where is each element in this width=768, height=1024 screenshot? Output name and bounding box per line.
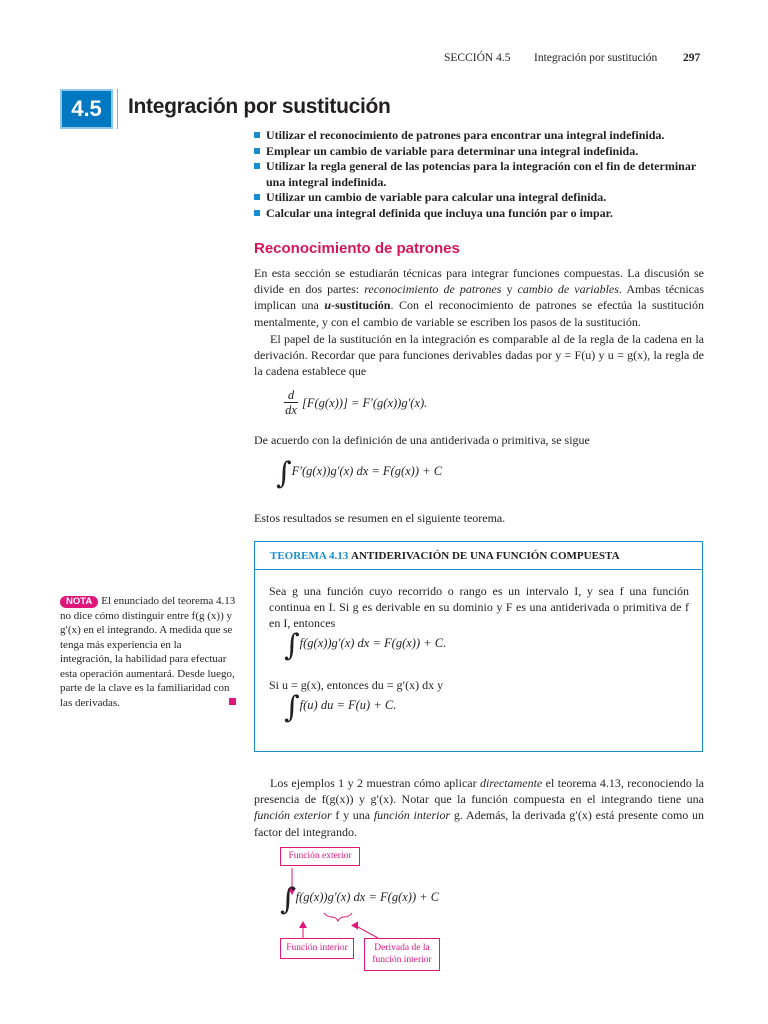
objective-item: Calcular una integral definida que incluya una función par o impar. [254,206,709,222]
integral-sign: ∫ [276,456,292,491]
callout-inner-function: Función interior [280,938,354,959]
paragraph-examples: Los ejemplos 1 y 2 muestran cómo aplicar directamente el teorema 4.13, reconociendo la presencia de f(g(x)) y g′(x). Notar que la función compuesta en el integrando tiene una función exterior f y una función interior g. Además, la derivada g′(x) está presente como un factor del integrando. [254,776,705,839]
nota-tag: NOTA [60,596,98,608]
equation-chain-rule: [F(g(x))] = F′(g(x))g′(x). [302,396,428,410]
objective-item: Utilizar la regla general de las potencias para la integración con el fin de determinar una integral indefinida. [254,159,709,190]
diagram-equation: ∫f(g(x))g′(x) dx = F(g(x)) + C [280,882,440,917]
theorem-substitution: Si u = g(x), entonces du = g′(x) dx y [269,678,444,692]
callout-outer-function: Función exterior [280,847,360,866]
inner-arrow-head [299,921,307,928]
integral-sign: ∫ [284,628,300,663]
heading-divider [117,89,118,129]
note-end-marker [229,698,236,705]
theorem-equation-1: ∫f(g(x))g′(x) dx = F(g(x)) + C. [284,628,447,663]
page-number: 297 [683,52,701,64]
theorem-label: TEOREMA 4.13 [270,550,349,562]
running-header-topic: Integración por sustitución [534,52,658,64]
integral-sign: ∫ [284,690,300,725]
subsection-heading: Reconocimiento de patrones [254,240,460,257]
integral-sign: ∫ [280,882,296,917]
deriv-arrow-line [356,926,378,938]
objective-item: Utilizar el reconocimiento de patrones para encontrar una integral indefinida. [254,128,709,144]
theorem-title: ANTIDERIVACIÓN DE UNA FUNCIÓN COMPUESTA [351,550,620,562]
callout-derivative: Derivada de la función interior [364,938,440,971]
paragraph-intro: En esta sección se estudiarán técnicas para integrar funciones compuestas. La discusión se divide en dos partes: reconocimiento de patrones y cambio de variables. Ambas técnicas implican una u-sustitución. Con el reconocimiento de patrones se efectúa la sustitución mentalmente, y con el cambio de variable se escriben los pasos de la sustitución. [254,266,705,329]
equation-antiderivative: ∫F′(g(x))g′(x) dx = F(g(x)) + C [276,456,443,491]
section-title: Integración por sustitución [128,95,391,118]
objectives-list [254,128,709,221]
equation-derivative-operator: d dx [285,388,297,417]
section-number-badge: 4.5 [60,89,113,129]
theorem-statement: Sea g una función cuyo recorrido o rango es un intervalo I, y sea f una función continua en I. Si g es derivable en su dominio y F es una antiderivada o primitiva de f en I, entonces [269,584,689,631]
deriv-arrow-head [351,921,361,931]
objective-item: Utilizar un cambio de variable para calcular una integral definida. [254,190,709,206]
margin-note: NOTA El enunciado del teorema 4.13 no dice cómo distinguir entre f(g (x)) y g′(x) en el integrando. A medida que se tenga más experiencia en la integración, la habilidad para efectuar esta operación aumentará. Desde luego, parte de la clave es la familiaridad con las derivadas. [60,595,236,709]
paragraph-antiderivative: De acuerdo con la definición de una antiderivada o primitiva, se sigue [254,433,590,447]
paragraph-chain-rule: El papel de la sustitución en la integración es comparable al de la regla de la cadena en la derivación. Recordar que para funciones derivables dadas por y = F(u) y u = g(x), la regla de la cadena establece que [254,332,704,379]
theorem-equation-2: ∫f(u) du = F(u) + C. [284,690,397,725]
objective-item: Emplear un cambio de variable para determinar una integral indefinida. [254,144,709,160]
paragraph-summary: Estos resultados se resumen en el siguiente teorema. [254,511,506,525]
running-header-section: SECCIÓN 4.5 [444,52,511,64]
